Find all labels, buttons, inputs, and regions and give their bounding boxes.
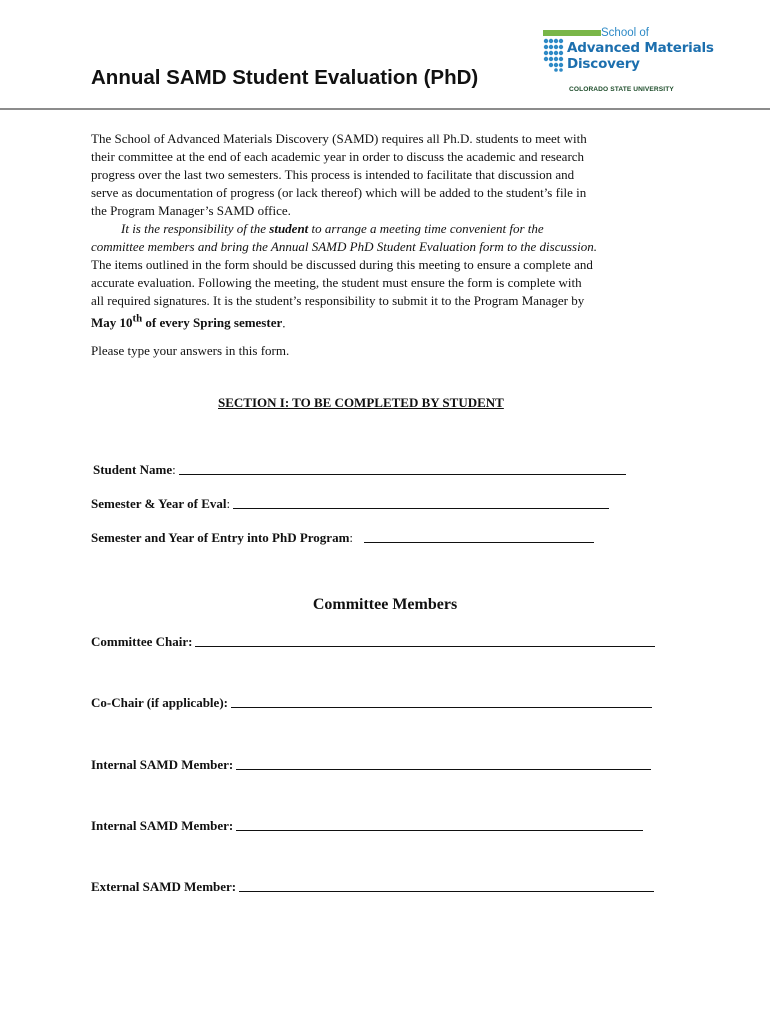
intro-line: serve as documentation of progress (or lack thereof) which will be added to the student’s file in bbox=[91, 185, 587, 200]
cochair-input[interactable] bbox=[231, 693, 652, 708]
header-divider bbox=[0, 108, 770, 110]
logo-university-name: COLORADO STATE UNIVERSITY bbox=[569, 86, 674, 93]
logo-discovery: Discovery bbox=[567, 56, 640, 72]
responsibility-line bbox=[91, 220, 691, 238]
intro-line: their committee at the end of each academic year in order to discuss the academic and research bbox=[91, 149, 585, 164]
deadline-date: May 10 bbox=[91, 315, 133, 331]
student-name-label: Student Name bbox=[93, 462, 173, 477]
page-title: Annual SAMD Student Evaluation (PhD) bbox=[91, 66, 479, 89]
student-name-input[interactable] bbox=[179, 460, 626, 475]
committee-chair-label: Committee Chair: bbox=[91, 634, 193, 649]
responsibility-text: It is the responsibility of the bbox=[121, 221, 270, 236]
entry-semester-label: Semester and Year of Entry into PhD Program bbox=[91, 530, 350, 545]
intro-paragraph bbox=[91, 130, 691, 332]
intro-line: the Program Manager’s SAMD office. bbox=[91, 203, 291, 218]
internal-member-1-label: Internal SAMD Member: bbox=[91, 757, 234, 772]
internal-member-2-label: Internal SAMD Member: bbox=[91, 818, 234, 833]
student-name-field bbox=[93, 460, 626, 478]
external-member-field bbox=[91, 877, 654, 895]
deadline-period: . bbox=[282, 315, 286, 331]
label-colon: : bbox=[349, 530, 354, 545]
intro-line: accurate evaluation. Following the meeting, the student must ensure the form is complete with bbox=[91, 275, 582, 290]
committee-chair-field bbox=[91, 632, 655, 650]
cochair-label: Co-Chair (if applicable): bbox=[91, 695, 228, 710]
deadline-superscript: th bbox=[132, 313, 143, 325]
semester-eval-label: Semester & Year of Eval bbox=[91, 496, 227, 511]
responsibility-line: committee members and bring the Annual SAMD PhD Student Evaluation form to the discussion. bbox=[91, 239, 597, 254]
external-member-input[interactable] bbox=[239, 877, 654, 892]
entry-semester-field bbox=[91, 528, 594, 546]
semester-eval-field bbox=[91, 494, 609, 512]
label-colon: : bbox=[226, 496, 231, 511]
deadline-line bbox=[91, 310, 691, 332]
logo-dot-pattern-icon bbox=[543, 38, 567, 72]
internal-member-1-field bbox=[91, 755, 651, 773]
external-member-label: External SAMD Member: bbox=[91, 879, 237, 894]
deadline-semester: of every Spring semester bbox=[142, 315, 283, 331]
deadline-text bbox=[91, 315, 282, 330]
label-colon: : bbox=[172, 462, 176, 477]
internal-member-2-field bbox=[91, 816, 643, 834]
responsibility-text: to arrange a meeting time convenient for the bbox=[308, 221, 544, 236]
intro-line: progress over the last two semesters. This process is intended to facilitate that discussion and bbox=[91, 167, 575, 182]
internal-member-2-input[interactable] bbox=[236, 816, 643, 831]
entry-semester-input[interactable] bbox=[364, 528, 594, 543]
logo-school-of: School of bbox=[601, 27, 649, 39]
cochair-field bbox=[91, 693, 652, 711]
semester-eval-input[interactable] bbox=[233, 494, 609, 509]
intro-line: The items outlined in the form should be discussed during this meeting to ensure a complete and bbox=[91, 257, 593, 272]
section-1-heading: SECTION I: TO BE COMPLETED BY STUDENT bbox=[218, 395, 504, 410]
instruction-text: Please type your answers in this form. bbox=[91, 343, 290, 358]
samd-logo bbox=[543, 27, 743, 96]
intro-line: all required signatures. It is the student’s responsibility to submit it to the Program Manager by bbox=[91, 293, 585, 308]
committee-heading: Committee Members bbox=[312, 596, 458, 613]
internal-member-1-input[interactable] bbox=[236, 755, 651, 770]
intro-line: The School of Advanced Materials Discovery (SAMD) requires all Ph.D. students to meet with bbox=[91, 131, 587, 146]
committee-chair-input[interactable] bbox=[195, 632, 655, 647]
logo-green-bar bbox=[543, 30, 601, 36]
student-emphasis: student bbox=[269, 221, 309, 236]
logo-advanced-materials: Advanced Materials bbox=[567, 40, 714, 56]
